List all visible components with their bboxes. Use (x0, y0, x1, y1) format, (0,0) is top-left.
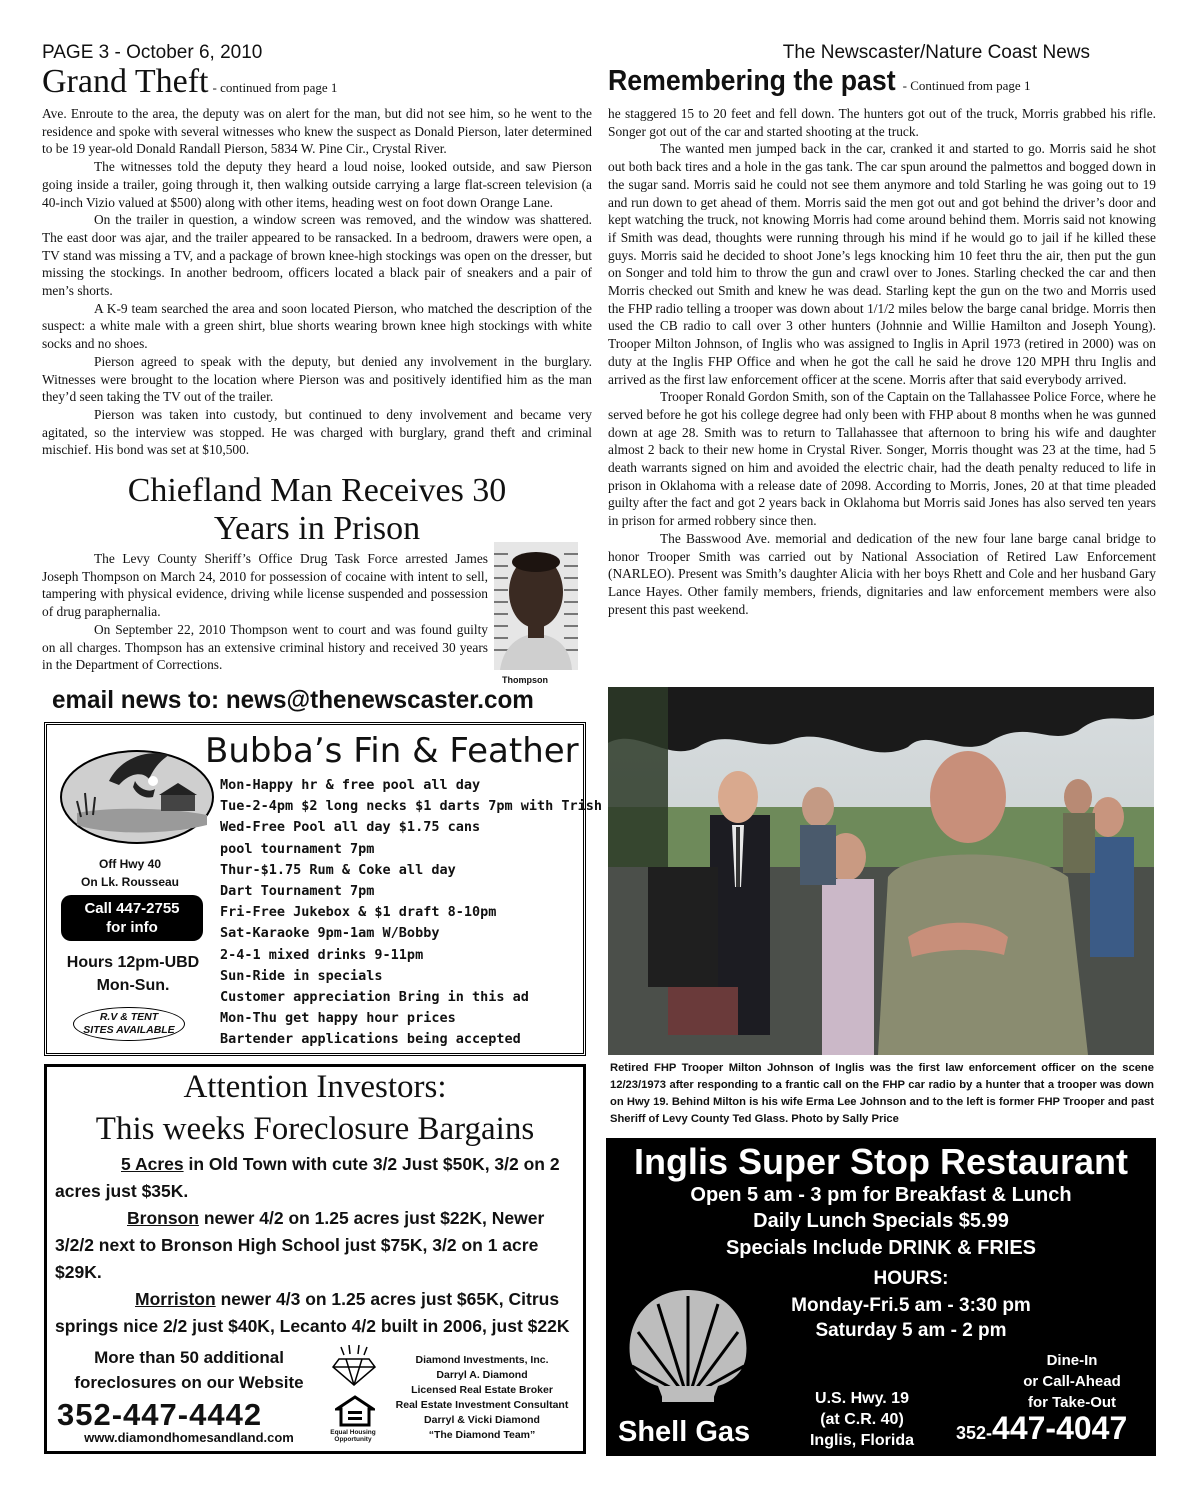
bubba-hours (53, 951, 213, 997)
special-item: Sun-Ride in specials (220, 967, 383, 984)
article-paragraph: The Basswood Ave. memorial and dedication of the new four lane barge canal bridge to honor Trooper Smith was carried out by National Association of Retired Law Enforcement (NARLEO). Present was Smith’s daughter Alicia with her boys Rhett and Cole and her husband Gary Lance Hayes. Other family members, friends, dignitaries and law enforcement members were also present this past weekend. (608, 530, 1156, 617)
company-line: Diamond Investments, Inc. (415, 1354, 549, 1366)
special-item: 2-4-1 mixed drinks 9-11pm (220, 946, 424, 963)
thompson-mugshot (494, 542, 578, 670)
inglis-weekday-hours: Monday-Fri.5 am - 3:30 pm (791, 1295, 1031, 1316)
dine-line: Dine-In (1046, 1352, 1098, 1369)
inglis-phone[interactable] (956, 1410, 1127, 1447)
company-line: Real Estate Investment Consultant (395, 1399, 569, 1411)
investors-subtitle: This weeks Foreclosure Bargains (95, 1111, 535, 1147)
listing-text: newer 4/2 on 1.25 acres just $22K, Newer 3/2/2 next to Bronson High School just $75K, 3/2 on 1 acre $29K. (55, 1208, 545, 1282)
photo-caption: Retired FHP Trooper Milton Johnson of Inglis was the first law enforcement officer on the scene 12/23/1973 after responding to a frantic call on the FHP car radio by a hunter that a trooper was down on Hwy 19. Behind Milton is his wife Erma Lee Johnson and to the left is former FHP Trooper and past Sheriff of Levy County Ted Glass. Photo by Sally Price (610, 1062, 1154, 1125)
inglis-hours-line: Open 5 am - 3 pm for Breakfast & Lunch (690, 1184, 1072, 1206)
equal-housing-line: Equal Housing (330, 1429, 376, 1436)
investors-title: Attention Investors: (183, 1069, 447, 1105)
article-paragraph: he staggered 15 to 20 feet and fell down. The hunters got out of the truck, Morris grabbed his rifle. Songer got out of the car and started shooting at the truck. (608, 106, 1156, 139)
remembering-article (608, 62, 1156, 618)
more-foreclosures-note (55, 1345, 323, 1395)
bubba-title: Bubba’s Fin & Feather (205, 731, 579, 771)
inglis-title: Inglis Super Stop Restaurant (633, 1141, 1129, 1182)
investors-ad (44, 1064, 586, 1454)
special-item: Thur-$1.75 Rum & Coke all day (220, 861, 456, 878)
mugshot-photo (494, 542, 578, 670)
mugshot-caption: Thompson (502, 675, 548, 685)
grand-theft-article (42, 64, 592, 459)
article-paragraph: Pierson agreed to speak with the deputy, but denied any involvement in the burglary. Witnesses were brought to the location where Pierson was and positively identified him as the man they’d seen taking the TV out of the trailer. (42, 353, 592, 405)
article-paragraph: Trooper Ronald Gordon Smith, son of the Captain on the Tallahassee Police Force, where he served before he got his college degree had only been with FHP about 8 months when he was gunned down at age 28. Smith was to return to Tallahassee that afternoon to bring his wife and daughter almost 2 back to their new home in Crystal River. Songer, Morris thought was 23 at the time, had 5 death warrants signed on him and avoided the electric chair, had the death penalty reduced to life in prison in Oklahoma with a release date of 2098. According to Morris, Jones, 20 at that time pleaded guilty after the fact and got 2 years back in Oklahoma but Morris said Jones has also served ten years in prison for armed robbery since then. (608, 389, 1156, 529)
email-news-banner[interactable]: email news to: news@thenewscaster.com (52, 686, 534, 714)
chiefland-article (42, 550, 488, 674)
call-line: Call 447-2755 (84, 900, 180, 917)
special-item: Tue-2-4pm $2 long necks $1 darts 7pm with Trish (220, 798, 603, 815)
location-line: Off Hwy 40 (98, 857, 161, 871)
rv-line: R.V & TENT (99, 1011, 159, 1023)
bubba-location (55, 855, 205, 891)
address-line: Inglis, Florida (809, 1432, 914, 1449)
address-line: (at C.R. 40) (820, 1411, 904, 1428)
page-date-header: PAGE 3 - October 6, 2010 (42, 42, 263, 63)
more-line: foreclosures on our Website (74, 1373, 304, 1392)
hours-line: Mon-Sun. (96, 977, 170, 994)
listing-town: Bronson (127, 1208, 199, 1228)
dine-line: for Take-Out (1027, 1394, 1117, 1411)
equal-housing-line: Opportunity (334, 1436, 372, 1443)
address-line: U.S. Hwy. 19 (815, 1390, 909, 1407)
listing-town: Morriston (135, 1289, 216, 1309)
hours-line: Hours 12pm-UBD (66, 954, 200, 971)
article-paragraph: Ave. Enroute to the area, the deputy was on alert for the man, but did not see him, so he went to the residence and spoke with several witnesses who knew the suspect as Donald Pierson, later determined to be 19 year-old Donald Randall Pierson, 5834 W. Pine Cir., Crystal River. (42, 106, 592, 157)
investors-website[interactable]: www.diamondhomesandland.com (84, 1430, 294, 1445)
dine-line: or Call-Ahead (1023, 1373, 1121, 1390)
publication-header: The Newscaster/Nature Coast News (782, 42, 1090, 63)
article-paragraph: Pierson was taken into custody, but continued to deny involvement and became very agitated, so the interview was stopped. He was charged with burglary, grand theft and criminal mischief. His bond was set at $10,500. (42, 406, 592, 458)
phone-number: 447-4047 (992, 1410, 1128, 1446)
article-paragraph: The wanted men jumped back in the car, cranked it and started to go. Morris said he shot out both back tires and a hole in the gas tank. The car spun around the palmettos and bogged down in the sugar sand. Morris said he could not see them anymore and told Starling he was going out to 19 and run down to get ahead of them. Morris said the men got out and got behind the driver’s door and kept watching the truck, not knowing Morris had come around behind them. Morris said not knowing if Smith was dead, thoughts were running through his mind if he would go to jail if he killed these guys. Morris said he decided to shoot Jone’s legs knocking him 10 feet thru the air, then put the gun on Songer and told him to throw the gun and crawl over to Jones. Starling checked the car and then Morris checked out Smith and knew he was dead. Starling kept the gun on the two and Morris used the FHP radio telling a trooper was down about 1/1/2 miles below the barge canal bridge. Morris then used the CB radio to call over 3 other hunters (Johnnie and Willie Hamilton and Joseph Young). Trooper Milton Johnson, of Inglis who was assigned to Inglis in April 1973 (retired in 2000) was on duty at the Inglis FHP Office and when he got the call he said he drove 120 MPH thru Inglis and arrived as the first law enforcement officer at the scene. Morris after that said everybody arrived. (608, 141, 1156, 387)
diamond-icon (329, 1345, 379, 1387)
call-line: for info (106, 919, 158, 936)
special-item: Customer appreciation Bring in this ad (220, 989, 529, 1006)
inglis-drink-fries: Specials Include DRINK & FRIES (725, 1237, 1037, 1259)
company-line: Darryl A. Diamond (436, 1369, 528, 1381)
listing-morriston (55, 1286, 577, 1340)
rv-line: SITES AVAILABLE (83, 1024, 175, 1036)
article-paragraph: On the trailer in question, a window screen was removed, and the window was shattered. The east door was ajar, and the trailer appeared to be ransacked. In a bedroom, drawers were open, a TV stand was missing a TV, and a package of brown knee-high stockings was open on the dresser, but missing the stockings. In another bedroom, officers located a black pair of sneakers and a pair of men’s shorts. (42, 212, 592, 299)
article-paragraph: The Levy County Sheriff’s Office Drug Task Force arrested James Joseph Thompson on March 24, 2010 for possession of cocaine with intent to sell, tampering with physical evidence, driving while license suspended and possession of drug paraphernalia. (42, 551, 488, 620)
investors-phone[interactable]: 352-447-4442 (57, 1397, 263, 1432)
special-item: Fri-Free Jukebox & $1 draft 8-10pm (220, 904, 497, 921)
more-line: More than 50 additional (94, 1348, 284, 1367)
bubba-ad (44, 722, 603, 1056)
article-paragraph: A K-9 team searched the area and soon located Pierson, who matched the description of the suspect: a white male with a green shirt, blue shorts wearing brown knee high stockings with white socks and no shoes. (42, 300, 592, 352)
listing-text: newer 4/3 on 1.25 acres just $65K, Citrus springs nice 2/2 just $40K, Lecanto 4/2 built in 2006, just $22K (55, 1289, 570, 1336)
company-line: Licensed Real Estate Broker (411, 1384, 553, 1396)
special-item: pool tournament 7pm (220, 840, 375, 857)
special-item: Mon-Thu get happy hour prices (220, 1010, 456, 1027)
special-item: Mon-Happy hr & free pool all day (220, 777, 481, 793)
location-line: On Lk. Rousseau (80, 875, 180, 889)
inglis-lunch-specials: Daily Lunch Specials $5.99 (753, 1210, 1009, 1232)
diamond-company-info (387, 1353, 577, 1443)
chiefland-headline (42, 472, 592, 548)
inglis-address (786, 1388, 938, 1451)
call-info-badge[interactable] (61, 895, 203, 941)
bubba-specials-list (220, 775, 602, 1051)
headline-line: Chiefland Man Receives 30 (127, 472, 507, 509)
special-item: Bartender applications being accepted (220, 1031, 521, 1048)
special-item: Wed-Free Pool all day $1.75 cans (220, 819, 481, 836)
remembering-title: Remembering the past (608, 65, 896, 97)
article-paragraph: On September 22, 2010 Thompson went to court and was found guilty on all charges. Thompson has an extensive criminal history and received 30 years in the Department of Corrections. (42, 621, 488, 673)
listing-bronson (55, 1205, 577, 1286)
inglis-hours-label: HOURS: (873, 1268, 949, 1289)
equal-housing-icon (335, 1395, 375, 1427)
listing-old-town (55, 1151, 577, 1205)
shell-logo-icon (624, 1286, 752, 1406)
inglis-ad (606, 1138, 1156, 1456)
continued-note: - Continued from page 1 (902, 78, 1031, 93)
dine-in-info (1002, 1350, 1142, 1413)
rv-tent-badge (73, 1007, 185, 1041)
listing-town: 5 Acres (121, 1154, 184, 1174)
headline-line: Years in Prison (213, 510, 421, 547)
eagle-lake-icon (57, 741, 219, 847)
company-line: Darryl & Vicki Diamond (424, 1414, 540, 1426)
shell-gas-label: Shell Gas (618, 1416, 751, 1448)
article-paragraph: The witnesses told the deputy they heard a loud noise, looked outside, and saw Pierson going inside a trailer, going through it, then walking outside carrying a large flat-screen television (a 40-inch Vizio valued at $500) along with other items, heading west on foot down Orange Lane. (42, 159, 592, 210)
company-line: “The Diamond Team” (428, 1429, 536, 1441)
grand-theft-title: Grand Theft (42, 63, 209, 100)
phone-prefix: 352- (956, 1423, 993, 1443)
special-item: Sat-Karaoke 9pm-1am W/Bobby (220, 925, 440, 942)
special-item: Dart Tournament 7pm (220, 883, 375, 900)
listing-text: in Old Town with cute 3/2 Just $50K, 3/2 on 2 acres just $35K. (55, 1154, 560, 1201)
inglis-saturday-hours: Saturday 5 am - 2 pm (815, 1320, 1007, 1341)
equal-housing-label (325, 1429, 381, 1443)
continued-note: - continued from page 1 (212, 80, 338, 95)
memorial-photo-image (608, 687, 1154, 1055)
memorial-photo (608, 687, 1154, 1055)
